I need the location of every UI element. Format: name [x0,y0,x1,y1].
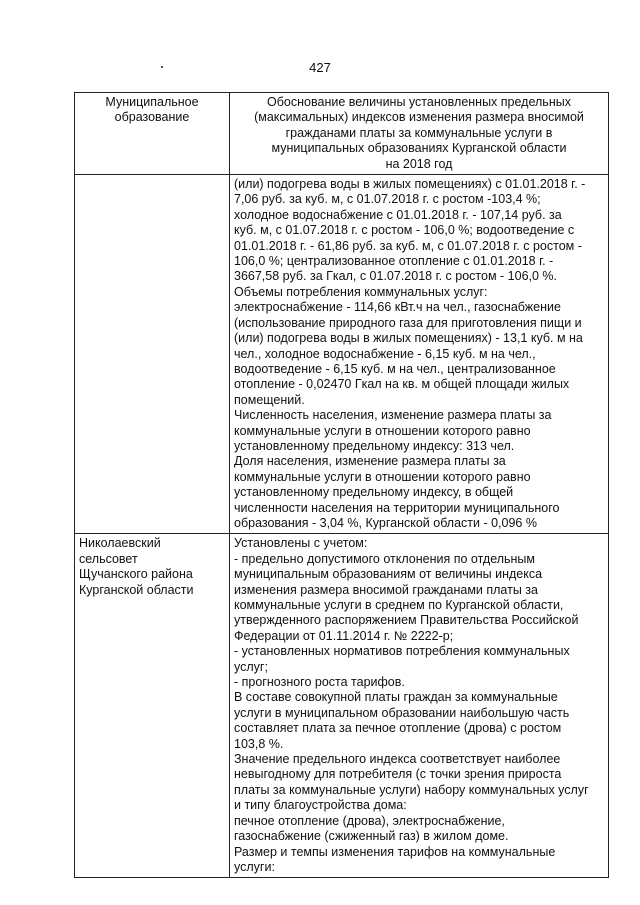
page-number: 427 [309,60,331,75]
justification-line: водоотведение - 6,15 куб. м на чел., централизованное [234,361,556,376]
justification-line: составляет плата за печное отопление (дрова) с ростом [234,721,562,736]
justification-line: (или) подогрева воды в жилых помещениях) с 01.01.2018 г. - [234,177,586,192]
municipality-line: Курганской области [79,582,194,597]
justification-line: Объемы потребления коммунальных услуг: [234,284,488,299]
justification-cell [230,175,609,534]
header-municipality-line: образование [114,110,190,125]
justification-line: (или) подогрева воды в жилых помещениях) - 13,1 куб. м на [234,331,583,346]
table-row [75,534,609,878]
justification-line: услуг; [234,659,268,674]
justification-line: утвержденного распоряжением Правительства Российской [234,613,579,628]
justification-line: изменения размера вносимой гражданами платы за [234,582,538,597]
justification-line: и типу благоустройства дома: [234,798,407,813]
justification-line: коммунальные услуги в среднем по Курганской области, [234,598,564,612]
justification-line: Доля населения, изменение размера платы за [234,454,506,469]
header-justification-line: (максимальных) индексов изменения размера вносимой [254,110,584,125]
justification-line: коммунальные услуги в отношении которого равно [234,469,531,484]
municipality-cell [75,534,230,878]
justification-line: Значение предельного индекса соответствует наиболее [234,752,561,767]
header-municipality-cell [75,93,230,175]
justification-line: Установлены с учетом: [234,536,368,551]
municipality-line: Щучанского района [79,567,193,582]
justification-line: чел., холодное водоснабжение - 6,15 куб. м на чел., [234,346,536,361]
municipality-cell [75,175,230,534]
header-justification-line: на 2018 год [385,156,453,171]
justification-line: - предельно допустимого отклонения по отдельным [234,551,536,566]
justification-line: 106,0 %; централизованное отопление с 01.01.2018 г. - [234,254,554,269]
header-justification-cell [230,93,609,175]
justification-line: установленному предельному индексу, в общей [234,485,514,500]
municipality-line: сельсовет [79,551,138,566]
justification-line: образования - 3,04 %, Курганской области - 0,096 % [234,515,537,530]
header-justification-line: муниципальных образованиях Курганской области [271,141,567,156]
header-municipality-line: Муниципальное [105,95,199,109]
justification-line: муниципальным образованиям от величины индекса [234,567,543,582]
justification-line: 3667,58 руб. за Гкал, с 01.07.2018 г. с ростом - 106,0 %. [234,269,558,284]
justification-line: холодное водоснабжение с 01.01.2018 г. - 107,14 руб. за [234,207,562,222]
justification-line: Численность населения, изменение размера платы за [234,408,552,423]
table-row [75,175,609,534]
justification-line: (использование природного газа для приготовления пищи и [234,315,582,330]
justification-line: помещений. [234,392,305,407]
justification-line: 01.01.2018 г. - 61,86 руб. за куб. м, с 01.07.2018 г. с ростом - [234,238,582,253]
justification-line: печное отопление (дрова), электроснабжение, [234,813,505,828]
justification-line: - установленных нормативов потребления коммунальных [234,644,570,659]
justification-line: услуги: [234,859,275,874]
justification-line: газоснабжение (сжиженный газ) в жилом доме. [234,829,509,844]
justification-line: отопление - 0,02470 Гкал на кв. м общей площади жилых [234,377,570,392]
header-justification-line: гражданами платы за коммунальные услуги в [285,125,553,140]
justification-cell [230,534,609,878]
tariff-justification-table [74,92,609,878]
justification-line: 103,8 %. [234,736,284,751]
justification-line: Федерации от 01.11.2014 г. № 2222-р; [234,628,454,643]
table-header-row [75,93,609,175]
justification-line: услуги в муниципальном образовании наибольшую часть [234,705,570,720]
justification-line: Размер и темпы изменения тарифов на коммунальные [234,844,556,859]
municipality-line: Николаевский [79,536,161,551]
justification-line: В составе совокупной платы граждан за коммунальные [234,690,558,705]
justification-line: 7,06 руб. за куб. м, с 01.07.2018 г. с ростом -103,4 %; [234,192,541,207]
justification-line: куб. м, с 01.07.2018 г. с ростом - 106,0 %; водоотведение с [234,223,575,238]
justification-line: коммунальные услуги в отношении которого равно [234,423,531,438]
justification-line: электроснабжение - 114,66 кВт.ч на чел., газоснабжение [234,300,561,315]
scan-speck [161,66,163,68]
header-justification-line: Обоснование величины установленных предельных [267,95,571,109]
justification-line: невыгодному для потребителя (с точки зрения прироста [234,767,562,782]
justification-line: - прогнозного роста тарифов. [234,675,405,690]
justification-line: численности населения на территории муниципального [234,500,560,515]
justification-line: установленному предельному индексу: 313 чел. [234,438,515,453]
justification-line: платы за коммунальные услуги) набору коммунальных услуг [234,782,589,797]
